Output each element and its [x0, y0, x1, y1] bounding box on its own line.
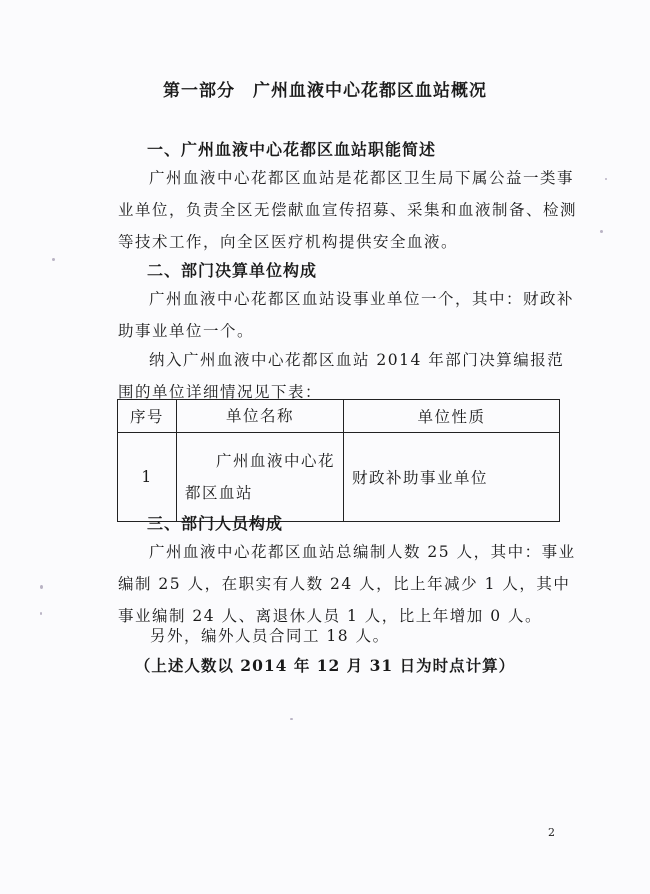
- section-heading-units: 二、部门决算单位构成: [147, 261, 318, 280]
- paragraph-units-scope: 纳入广州血液中心花都区血站 2014 年部门决算编报范围的单位详细情况见下表：: [118, 351, 565, 401]
- table-header-row: [118, 400, 560, 433]
- paragraph-contract-staff: 另外，编外人员合同工 18 人。: [150, 627, 390, 645]
- scan-speck: [40, 585, 43, 589]
- paragraph-staff: 广州血液中心花都区血站总编制人数 25 人，其中：事业编制 25 人，在职实有人数 24 人，比上年减少 1 人，其中事业编制 24 人、离退休人员 1 人，比上年增加 0 人。: [118, 543, 576, 625]
- section-heading-functions: 一、广州血液中心花都区血站职能简述: [147, 140, 437, 159]
- scan-speck: [40, 612, 42, 615]
- paragraph-units: 广州血液中心花都区血站设事业单位一个，其中：财政补助事业单位一个。: [118, 290, 575, 340]
- scan-speck: [290, 718, 293, 720]
- table-header: 单位性质: [344, 400, 560, 433]
- scan-speck: [605, 178, 607, 180]
- table-row: [118, 433, 560, 522]
- scan-speck: [600, 230, 603, 233]
- table-cell-index: 1: [118, 433, 177, 522]
- table-header: 序号: [118, 400, 177, 433]
- staff-count-note: （上述人数以 2014 年 12 月 31 日为时点计算）: [134, 656, 516, 675]
- section-heading-staff: 三、部门人员构成: [147, 514, 284, 533]
- page-title: 第一部分 广州血液中心花都区血站概况: [163, 81, 487, 101]
- paragraph-functions: 广州血液中心花都区血站是花都区卫生局下属公益一类事业单位，负责全区无偿献血宣传招募、采集和血液制备、检测等技术工作，向全区医疗机构提供安全血液。: [118, 169, 578, 251]
- table-cell-nature: 财政补助事业单位: [344, 433, 560, 522]
- units-table: [117, 399, 560, 522]
- page-number: 2: [548, 826, 555, 839]
- table-header: 单位名称: [177, 400, 344, 433]
- scan-speck: [52, 258, 55, 261]
- table-cell-name: 广州血液中心花都区血站: [177, 433, 344, 522]
